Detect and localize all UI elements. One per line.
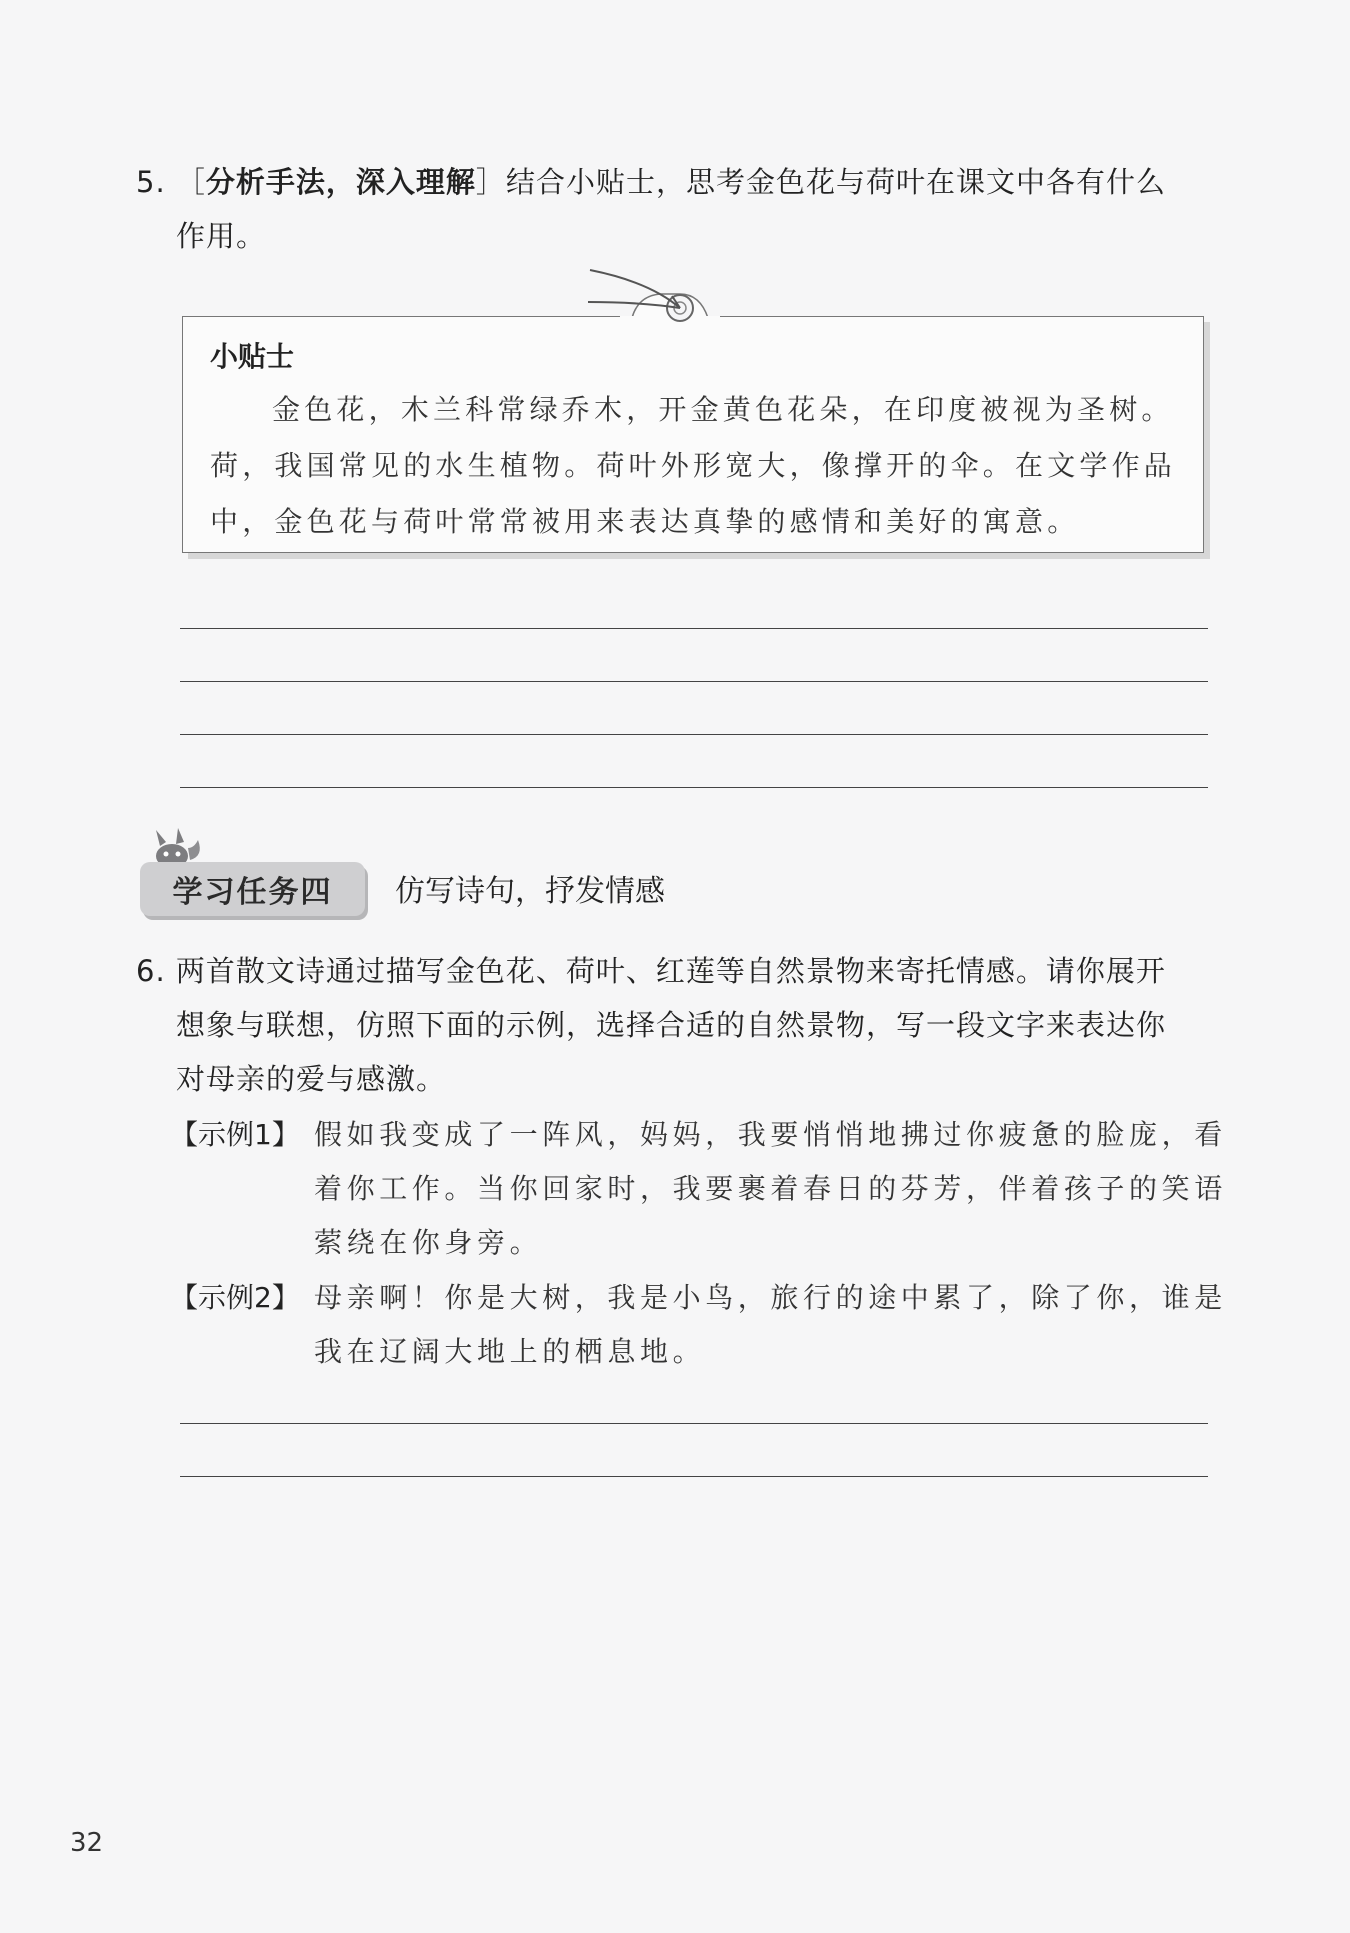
question-6-line-3: 对母亲的爱与感激。 [176, 1062, 447, 1096]
example-1-label: 【示例1】 [170, 1118, 300, 1151]
hanging-tag-icon [580, 262, 760, 324]
question-6-line-2: 想象与联想，仿照下面的示例，选择合适的自然景物，写一段文字来表达你 [176, 1008, 1167, 1042]
tip-line-2: 荷，我国常见的水生植物。荷叶外形宽大，像撑开的伞。在文学作品 [210, 449, 1177, 482]
question-6-line-1 [136, 944, 1166, 998]
answer-line[interactable] [180, 628, 1208, 629]
bracket-open: ［ [175, 165, 206, 199]
example-1-line-3: 萦绕在你身旁。 [314, 1226, 543, 1259]
task-title: 仿写诗句，抒发情感 [395, 874, 665, 909]
example-2-line-1: 母亲啊！你是大树，我是小鸟，旅行的途中累了，除了你，谁是 [314, 1281, 1227, 1314]
answer-line[interactable] [180, 1423, 1208, 1424]
example-1-line-1: 假如我变成了一阵风，妈妈，我要悄悄地拂过你疲惫的脸庞，看 [314, 1118, 1227, 1151]
question-5-line-2: 作用。 [176, 219, 267, 253]
question-text: 结合小贴士，思考金色花与荷叶在课文中各有什么 [505, 165, 1166, 199]
task-badge-label: 学习任务四 [172, 875, 333, 910]
question-5-line-1 [136, 155, 1166, 209]
question-number: 6. [136, 954, 166, 988]
answer-line[interactable] [180, 787, 1208, 788]
example-1-line-2: 着你工作。当你回家时，我要裹着春日的芬芳，伴着孩子的笑语 [314, 1172, 1227, 1205]
example-2-line-2: 我在辽阔大地上的栖息地。 [314, 1335, 706, 1368]
answer-line[interactable] [180, 734, 1208, 735]
answer-line[interactable] [180, 1476, 1208, 1477]
bracket-close: ］ [475, 165, 506, 199]
question-tag: 分析手法，深入理解 [205, 165, 476, 199]
question-number: 5. [136, 165, 166, 199]
question-text: 两首散文诗通过描写金色花、荷叶、红莲等自然景物来寄托情感。请你展开 [175, 954, 1166, 988]
task-badge [140, 862, 365, 916]
answer-line[interactable] [180, 681, 1208, 682]
tip-line-1: 金色花，木兰科常绿乔木，开金黄色花朵，在印度被视为圣树。 [272, 393, 1174, 426]
example-2-label: 【示例2】 [170, 1281, 300, 1314]
tip-line-3: 中，金色花与荷叶常常被用来表达真挚的感情和美好的寓意。 [210, 505, 1080, 538]
tip-title: 小贴士 [210, 340, 295, 373]
page-number: 32 [70, 1828, 104, 1858]
